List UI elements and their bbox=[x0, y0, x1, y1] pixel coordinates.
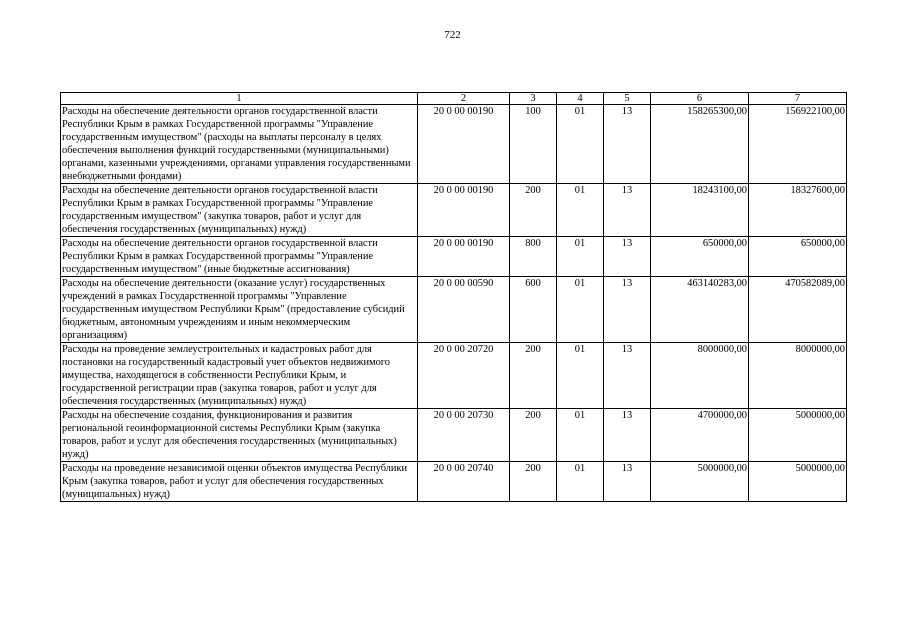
row-type: 200 bbox=[510, 343, 557, 409]
row-code: 20 0 00 00190 bbox=[418, 105, 510, 184]
row-description: Расходы на проведение землеустроительных и кадастровых работ для постановки на государственный кадастровый учет объектов недвижимого имущества, находящегося в собственности Республики Крым, и государственной регистрации прав (закупка товаров, работ и услуг для обеспечения государственных (муниципальных) нужд) bbox=[61, 343, 418, 409]
row-amount-1: 18243100,00 bbox=[651, 184, 749, 237]
row-type: 200 bbox=[510, 462, 557, 502]
column-header: 7 bbox=[749, 93, 847, 105]
row-section: 01 bbox=[557, 277, 604, 343]
row-section: 01 bbox=[557, 343, 604, 409]
row-description: Расходы на обеспечение деятельности органов государственной власти Республики Крым в рамках Государственной программы "Управление государственным имуществом" (иные бюджетные ассигнования) bbox=[61, 237, 418, 277]
row-amount-2: 5000000,00 bbox=[749, 462, 847, 502]
column-header: 1 bbox=[61, 93, 418, 105]
row-amount-1: 4700000,00 bbox=[651, 409, 749, 462]
table-row bbox=[61, 277, 847, 343]
row-description: Расходы на обеспечение деятельности органов государственной власти Республики Крым в рамках Государственной программы "Управление государственным имуществом" (расходы на выплаты персоналу в целях обеспечения выполнения функций государственными (муниципальными) органами, казенными учреждениями, органами управления государственными внебюджетными фондами) bbox=[61, 105, 418, 184]
table-header-row bbox=[61, 93, 847, 105]
row-type: 200 bbox=[510, 184, 557, 237]
row-amount-2: 156922100,00 bbox=[749, 105, 847, 184]
row-type: 200 bbox=[510, 409, 557, 462]
row-amount-1: 463140283,00 bbox=[651, 277, 749, 343]
row-description: Расходы на обеспечение деятельности органов государственной власти Республики Крым в рамках Государственной программы "Управление государственным имуществом" (закупка товаров, работ и услуг для обеспечения государственных (муниципальных) нужд) bbox=[61, 184, 418, 237]
row-section: 01 bbox=[557, 184, 604, 237]
budget-table bbox=[60, 92, 847, 502]
table-row bbox=[61, 184, 847, 237]
page-number: 722 bbox=[444, 29, 461, 41]
column-header: 6 bbox=[651, 93, 749, 105]
column-header: 2 bbox=[418, 93, 510, 105]
row-amount-2: 8000000,00 bbox=[749, 343, 847, 409]
column-header: 5 bbox=[604, 93, 651, 105]
row-amount-1: 158265300,00 bbox=[651, 105, 749, 184]
row-code: 20 0 00 20730 bbox=[418, 409, 510, 462]
row-subsection: 13 bbox=[604, 105, 651, 184]
row-subsection: 13 bbox=[604, 343, 651, 409]
row-amount-2: 470582089,00 bbox=[749, 277, 847, 343]
row-amount-1: 5000000,00 bbox=[651, 462, 749, 502]
row-description: Расходы на проведение независимой оценки объектов имущества Республики Крым (закупка товаров, работ и услуг для обеспечения государственных (муниципальных) нужд) bbox=[61, 462, 418, 502]
row-subsection: 13 bbox=[604, 277, 651, 343]
row-code: 20 0 00 20720 bbox=[418, 343, 510, 409]
row-section: 01 bbox=[557, 237, 604, 277]
row-amount-1: 8000000,00 bbox=[651, 343, 749, 409]
row-code: 20 0 00 00190 bbox=[418, 184, 510, 237]
row-type: 100 bbox=[510, 105, 557, 184]
row-code: 20 0 00 20740 bbox=[418, 462, 510, 502]
table-row bbox=[61, 237, 847, 277]
row-section: 01 bbox=[557, 105, 604, 184]
row-subsection: 13 bbox=[604, 462, 651, 502]
table-row bbox=[61, 462, 847, 502]
column-header: 4 bbox=[557, 93, 604, 105]
row-subsection: 13 bbox=[604, 409, 651, 462]
column-header: 3 bbox=[510, 93, 557, 105]
table-row bbox=[61, 343, 847, 409]
table-row bbox=[61, 409, 847, 462]
row-section: 01 bbox=[557, 409, 604, 462]
row-type: 600 bbox=[510, 277, 557, 343]
row-amount-2: 5000000,00 bbox=[749, 409, 847, 462]
row-section: 01 bbox=[557, 462, 604, 502]
row-type: 800 bbox=[510, 237, 557, 277]
row-code: 20 0 00 00590 bbox=[418, 277, 510, 343]
row-amount-1: 650000,00 bbox=[651, 237, 749, 277]
row-description: Расходы на обеспечение деятельности (оказание услуг) государственных учреждений в рамках Государственной программы "Управление государственным имуществом Республики Крым" (предоставление субсидий бюджетным, автономным учреждениям и иным некоммерческим организациям) bbox=[61, 277, 418, 343]
row-description: Расходы на обеспечение создания, функционирования и развития региональной геоинформационной системы Республики Крым (закупка товаров, работ и услуг для обеспечения государственных (муниципальных) нужд) bbox=[61, 409, 418, 462]
row-amount-2: 650000,00 bbox=[749, 237, 847, 277]
row-code: 20 0 00 00190 bbox=[418, 237, 510, 277]
row-subsection: 13 bbox=[604, 184, 651, 237]
row-subsection: 13 bbox=[604, 237, 651, 277]
table-row bbox=[61, 105, 847, 184]
row-amount-2: 18327600,00 bbox=[749, 184, 847, 237]
